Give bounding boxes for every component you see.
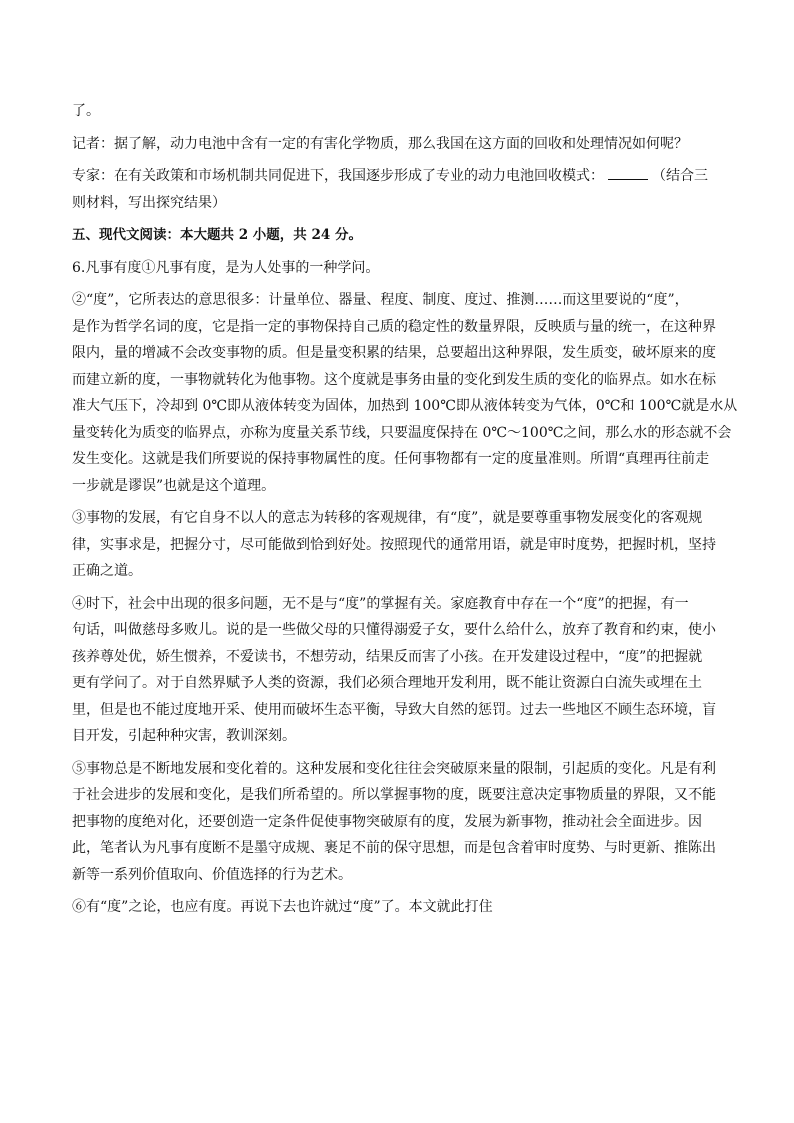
- section-heading: 五、现代文阅读：本大题共 2 小题，共 24 分。: [72, 227, 362, 243]
- paragraph-4: [72, 591, 722, 750]
- paragraph-line: 正确之道。: [72, 563, 142, 579]
- paragraph-line: 新等一系列价值取向、价值选择的行为艺术。: [72, 866, 352, 883]
- paragraph-line: ③事物的发展，有它自身不以人的意志为转移的客观规律，有“度”，就是要尊重事物发展变化的客观规: [72, 510, 703, 526]
- paragraph-line: ⑤事物总是不断地发展和变化着的。这种发展和变化往往会突破原来量的限制，引起质的变化。凡是有利: [72, 760, 716, 777]
- paragraph-line: 一步就是谬误”也就是这个道理。: [72, 477, 276, 494]
- paragraph-line: 律，实事求是，把握分寸，尽可能做到恰到好处。按照现代的通常用语，就是审时度势，把握时机，坚持: [72, 536, 716, 553]
- expert-answer-text: 专家：在有关政策和市场机制共同促进下，我国逐步形成了专业的动力电池回收模式：: [72, 168, 604, 184]
- expert-answer-instruction: （结合三: [652, 168, 708, 184]
- paragraph-line: 于社会进步的发展和变化，是我们所希望的。所以掌握事物的度，既要注意决定事物质量的界限，又不能: [72, 787, 716, 803]
- paragraph-line: ②“度”，它所表达的意思很多：计量单位、器量、程度、制度、度过、推测……而这里要说的“度”，: [72, 292, 689, 308]
- paragraph-line: 准大气压下，冷却到 0℃即从液体转变为固体，加热到 100℃即从液体转变为气体，0℃和 100℃就是水从: [72, 398, 738, 414]
- paragraph-line: 而建立新的度，一事物就转化为他事物。这个度就是事务由量的变化到发生质的变化的临界点。如水在标: [72, 371, 716, 388]
- paragraph-line: ⑥有“度”之论，也应有度。再说下去也许就过“度”了。本文就此打住: [72, 899, 493, 915]
- paragraph-6: [72, 894, 722, 921]
- paragraph-2: [72, 287, 738, 499]
- paragraph-line: 把事物的度绝对化，还要创造一定条件促使事物突破原有的度，发展为新事物，推动社会全面进步。因: [72, 813, 702, 830]
- expert-answer-instruction-cont: 则材料，写出探究结果）: [72, 194, 226, 211]
- previous-text-tail: 了。: [72, 103, 100, 119]
- paragraph-line: 句话，叫做慈母多败儿。说的是一些做父母的只懂得溺爱子女，要什么给什么，放弃了教育和约束，使小: [72, 622, 716, 638]
- paragraph-line: 是作为哲学名词的度，它是指一定的事物保持自己质的稳定性的数量界限，反映质与量的统一，在这种界: [72, 318, 716, 335]
- expert-answer-line: [72, 163, 722, 190]
- paragraph-line: ④时下，社会中出现的很多问题，无不是与“度”的掌握有关。家庭教育中存在一个“度”的把握，有一: [72, 595, 689, 612]
- paragraph-line: 里，但是也不能过度地开采、使用而破坏生态平衡，导致大自然的惩罚。过去一些地区不顾生态环境，盲: [72, 701, 716, 718]
- paragraph-line: 孩养尊处优，娇生惯养，不爱读书，不想劳动，结果反而害了小孩。在开发建设过程中，“度”的把握就: [72, 648, 703, 665]
- paragraph-line: 发生变化。这就是我们所要说的保持事物属性的度。任何事物都有一定的度量准则。所谓“真理再往前走: [72, 451, 710, 467]
- paragraph-line: 此，笔者认为凡事有度断不是墨守成规、裹足不前的保守思想，而是包含着审时度势、与时更新、推陈出: [72, 840, 716, 856]
- paragraph-5: [72, 756, 722, 889]
- paragraph-line: 量变转化为质变的临界点，亦称为度量关系节线，只要温度保持在 0℃～100℃之间，那么水的形态就不会: [72, 424, 732, 441]
- paragraph-line: 目开发，引起种种灾害，教训深刻。: [72, 728, 296, 744]
- paragraph-line: 限内，量的增减不会改变事物的质。但是量变积累的结果，总要超出这种界限，发生质变，破坏原来的度: [72, 345, 716, 361]
- document-page: [72, 98, 738, 921]
- paragraph-3: [72, 505, 722, 585]
- paragraph-line: 更有学问了。对于自然界赋予人类的资源，我们必须合理地开发利用，既不能让资源白白流失或埋在土: [72, 675, 702, 691]
- question-title: 6.凡事有度①凡事有度，是为人处事的一种学问。: [72, 259, 380, 276]
- reporter-question: 记者：据了解，动力电池中含有一定的有害化学物质，那么我国在这方面的回收和处理情况如何呢？: [72, 135, 688, 152]
- answer-blank[interactable]: [608, 165, 648, 180]
